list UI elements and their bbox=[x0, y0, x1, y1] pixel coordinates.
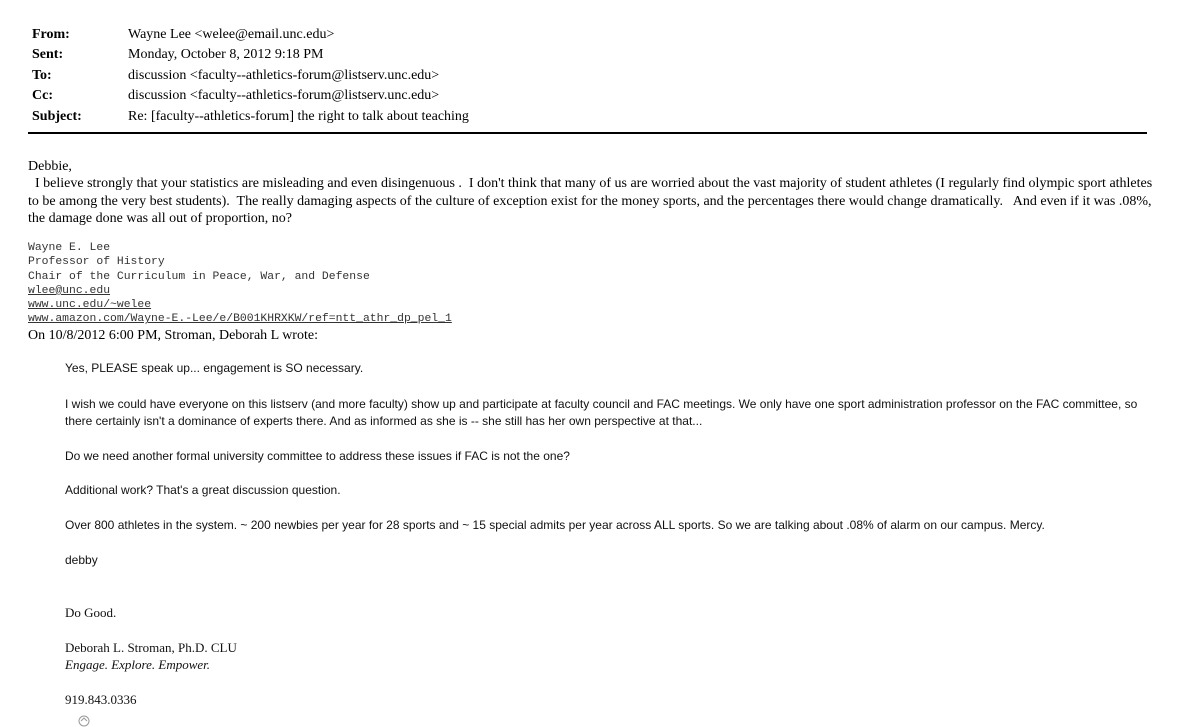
header-divider bbox=[28, 132, 1147, 134]
quoted-paragraph: Additional work? That's a great discussion question. bbox=[65, 483, 341, 497]
greeting: Debbie, bbox=[28, 159, 72, 174]
quote-intro: On 10/8/2012 6:00 PM, Stroman, Deborah L wrote: bbox=[28, 328, 318, 343]
sender-signature bbox=[28, 241, 452, 327]
quoted-paragraph: Over 800 athletes in the system. ~ 200 newbies per year for 28 sports and ~ 15 special admits per year across ALL sports. So we are talking about .08% of alarm on our campus. Mercy. bbox=[65, 518, 1045, 532]
to-label: To: bbox=[32, 67, 52, 83]
quoted-sign-off: Do Good. bbox=[65, 605, 117, 620]
subject-value: Re: [faculty--athletics-forum] the right to talk about teaching bbox=[128, 108, 469, 124]
header-cc-row bbox=[32, 86, 469, 106]
header-subject-row bbox=[32, 107, 469, 127]
quoted-paragraph: Yes, PLEASE speak up... engagement is SO necessary. bbox=[65, 361, 364, 375]
header-to-row bbox=[32, 66, 469, 86]
quoted-sender-name: debby bbox=[65, 553, 98, 567]
to-value: discussion <faculty--athletics-forum@listserv.unc.edu> bbox=[128, 67, 440, 83]
cc-label: Cc: bbox=[32, 88, 53, 104]
signature-amazon-link[interactable]: www.amazon.com/Wayne-E.-Lee/e/B001KHRXKW/ref=ntt_athr_dp_pel_1 bbox=[28, 313, 452, 326]
quoted-paragraph: Do we need another formal university committee to address these issues if FAC is not the one? bbox=[65, 449, 570, 463]
from-value: Wayne Lee <welee@email.unc.edu> bbox=[128, 27, 335, 42]
signature-website-link[interactable]: www.unc.edu/~welee bbox=[28, 299, 152, 312]
sent-label: Sent: bbox=[32, 47, 64, 63]
quoted-paragraph: I wish we could have everyone on this listserv (and more faculty) show up and participate at faculty council and FAC meetings. We only have one sport administration professor on the FAC committee, so there certainly isn't a dominance of experts there. And as informed as she is -- she still has her own perspective at that... bbox=[65, 397, 1138, 428]
header-from-row bbox=[32, 25, 469, 45]
quoted-tagline: Engage. Explore. Empower. bbox=[65, 657, 211, 672]
message-body: I believe strongly that your statistics are misleading and even disingenuous . I don't think that many of us are worried about the vast majority of student athletes (I regularly find olympic sport athletes to be among the very best students). The really damaging aspects of the culture of exception exist for the money sports, and the percentages there would change dramatically. And even if it was .08%, the damage done was all out of proportion, no? bbox=[28, 176, 1156, 226]
header-sent-row bbox=[32, 45, 469, 65]
quoted-signature-name: Deborah L. Stroman, Ph.D. CLU bbox=[65, 640, 237, 655]
signature-email-link[interactable]: wlee@unc.edu bbox=[28, 284, 111, 297]
signature-name: Wayne E. Lee bbox=[28, 242, 111, 254]
signature-position: Chair of the Curriculum in Peace, War, and Defense bbox=[28, 270, 370, 283]
email-header bbox=[32, 25, 469, 127]
quoted-phone: 919.843.0336 bbox=[65, 692, 137, 707]
sent-value: Monday, October 8, 2012 9:18 PM bbox=[128, 47, 324, 63]
cc-value: discussion <faculty--athletics-forum@listserv.unc.edu> bbox=[128, 88, 440, 104]
signature-logo-icon bbox=[76, 713, 92, 727]
signature-title: Professor of History bbox=[28, 256, 165, 269]
subject-label: Subject: bbox=[32, 108, 82, 124]
from-label: From: bbox=[32, 27, 70, 42]
